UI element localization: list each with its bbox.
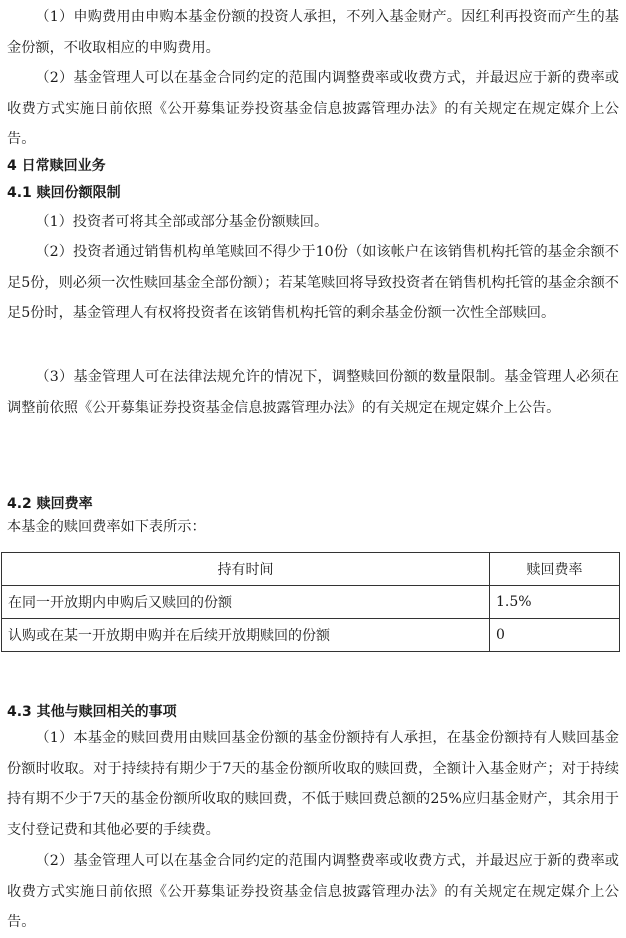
paragraph-redemption-limit-2: （2）投资者通过销售机构单笔赎回不得少于10份（如该帐户在该销售机构托管的基金余额不足5份，则必须一次性赎回基金全部份额）；若某笔赎回将导致投资者在销售机构托管的基金余额不足5份时，基金管理人有权将投资者在该销售机构托管的剩余基金份额一次性全部赎回。	[7, 244, 619, 321]
section-title-redemption: 4 日常赎回业务	[7, 158, 106, 174]
redemption-fee-table	[1, 552, 620, 652]
table-cell-fee-rate: 0	[490, 619, 620, 652]
table-header-row	[2, 553, 620, 586]
paragraph-fee-adjustment: （2）基金管理人可以在基金合同约定的范围内调整费率或收费方式，并最迟应于新的费率或收费方式实施日前依照《公开募集证券投资基金信息披露管理办法》的有关规定在规定媒介上公告。	[7, 70, 619, 147]
table-cell-fee-rate: 1.5%	[490, 586, 620, 619]
table-header-holding-time: 持有时间	[2, 553, 490, 586]
paragraph-fee-intro: 本基金的赎回费率如下表所示：	[7, 519, 206, 535]
paragraph-other-matters-1: （1）本基金的赎回费用由赎回基金份额的基金份额持有人承担，在基金份额持有人赎回基金份额时收取。对于持续持有期少于7天的基金份额所收取的赎回费，全额计入基金财产；对于持续持有期不少于7天的基金份额所收取的赎回费，不低于赎回费总额的25%应归基金财产，其余用于支付登记费和其他必要的手续费。	[7, 730, 619, 838]
table-header-fee-rate: 赎回费率	[490, 553, 620, 586]
paragraph-purchase-fee: （1）申购费用由申购本基金份额的投资人承担，不列入基金财产。因红利再投资而产生的基金份额，不收取相应的申购费用。	[7, 9, 619, 56]
table-row	[2, 586, 620, 619]
paragraph-other-matters-2: （2）基金管理人可以在基金合同约定的范围内调整费率或收费方式，并最迟应于新的费率或收费方式实施日前依照《公开募集证券投资基金信息披露管理办法》的有关规定在规定媒介上公告。	[7, 853, 619, 930]
subsection-title-redemption-fee: 4.2 赎回费率	[7, 496, 93, 512]
table-cell-holding-time: 认购或在某一开放期申购并在后续开放期赎回的份额	[2, 619, 490, 652]
subsection-title-other-matters: 4.3 其他与赎回相关的事项	[7, 704, 177, 720]
table-row	[2, 619, 620, 652]
subsection-title-redemption-limit: 4.1 赎回份额限制	[7, 185, 121, 201]
paragraph-redemption-limit-3: （3）基金管理人可在法律法规允许的情况下，调整赎回份额的数量限制。基金管理人必须在调整前依照《公开募集证券投资基金信息披露管理办法》的有关规定在规定媒介上公告。	[7, 369, 619, 416]
paragraph-redemption-limit-1: （1）投资者可将其全部或部分基金份额赎回。	[35, 214, 329, 230]
table-cell-holding-time: 在同一开放期内申购后又赎回的份额	[2, 586, 490, 619]
